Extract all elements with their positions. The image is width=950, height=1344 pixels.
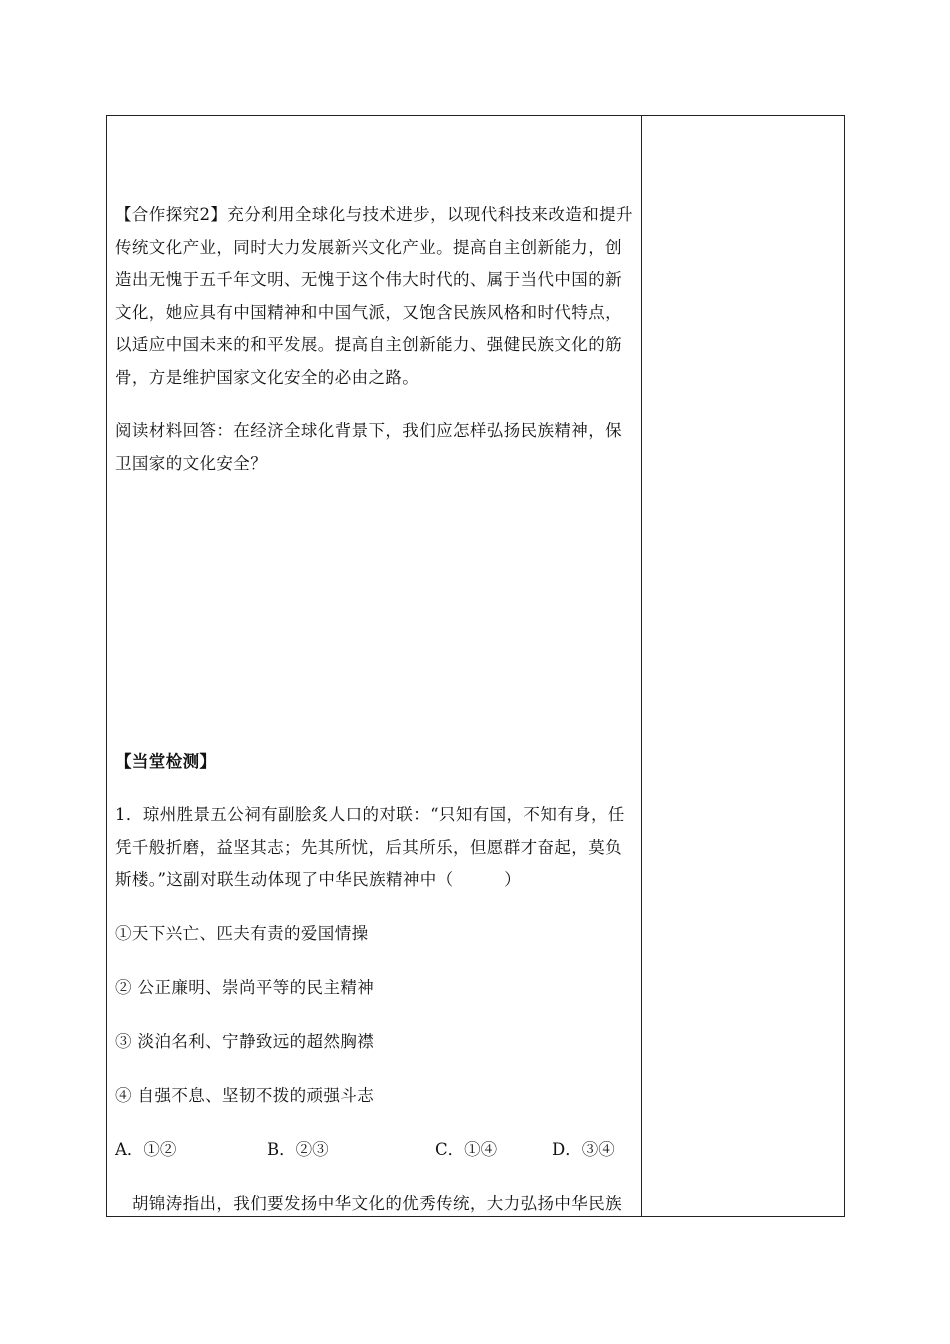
q2-stem: 胡锦涛指出，我们要发扬中华文化的优秀传统，大力弘扬中华民族 (115, 1194, 622, 1213)
q1-choice-d: D．③④ (552, 1140, 615, 1159)
q1-item-3: ③ 淡泊名利、宁静致远的超然胸襟 (115, 1032, 375, 1051)
q1-item-2: ② 公正廉明、崇尚平等的民主精神 (115, 978, 375, 997)
section-check-title: 【当堂检测】 (115, 752, 217, 771)
q1-choice-a: A．①② (115, 1140, 177, 1159)
q1-choice-c: C．①④ (435, 1140, 498, 1159)
coop-paragraph: 【合作探究2】充分利用全球化与技术进步，以现代科技来改造和提升传统文化产业，同时大力发展新兴文化产业。提高自主创新能力，创造出无愧于五千年文明、无愧于这个伟大时代的、属于当代中国的新文化，她应具有中国精神和中国气派，又饱含民族风格和时代特点，以适应中国未来的和平发展。提高自主创新能力、强健民族文化的筋骨，方是维护国家文化安全的必由之路。 (115, 205, 633, 387)
column-divider (641, 115, 642, 1217)
q1-item-1: ①天下兴亡、匹夫有责的爱国情操 (115, 924, 369, 943)
q1-choice-b: B．②③ (267, 1140, 329, 1159)
q1-stem: 1．琼州胜景五公祠有副脍炙人口的对联：“只知有国，不知有身，任凭千般折磨，益坚其志；先其所忧，后其所乐，但愿群才奋起，莫负斯楼。”这副对联生动体现了中华民族精神中（ ） (115, 805, 625, 889)
read-question: 阅读材料回答：在经济全球化背景下，我们应怎样弘扬民族精神，保卫国家的文化安全？ (115, 421, 622, 473)
q1-item-4: ④ 自强不息、坚韧不拨的顽强斗志 (115, 1086, 375, 1105)
